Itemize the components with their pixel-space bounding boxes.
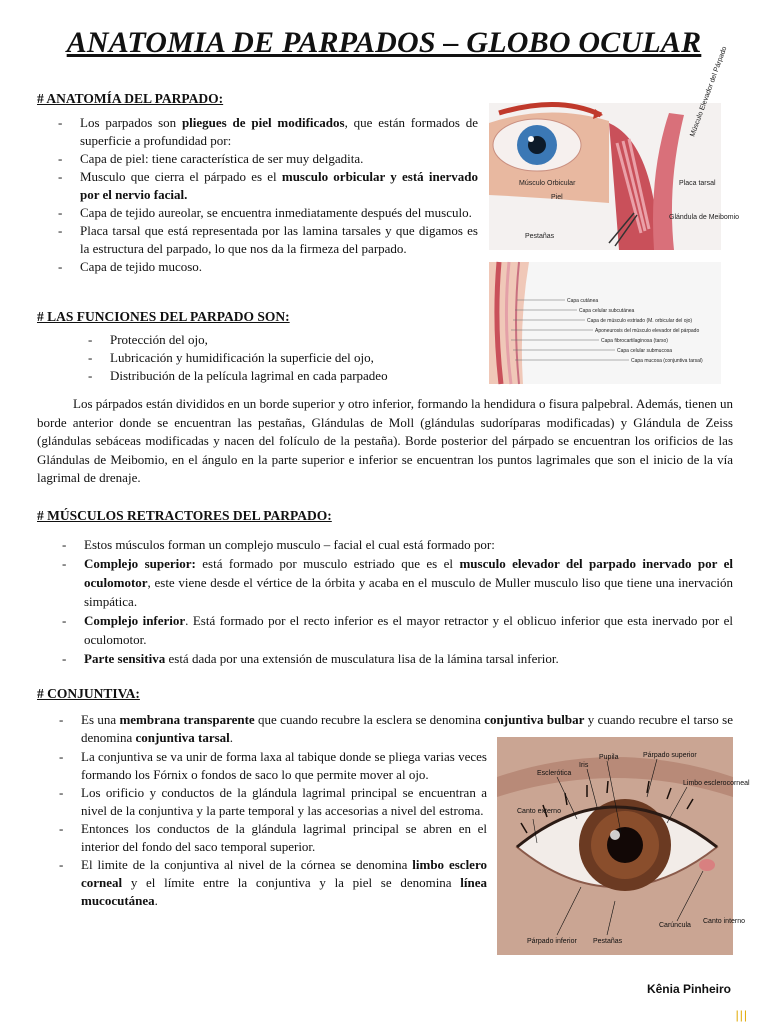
eyelid-layers-figure — [489, 262, 721, 384]
list-item: - Capa de tejido mucoso. — [56, 258, 478, 276]
label-capa-mucosa: Capa mucosa (conjuntiva tarsal) — [631, 358, 703, 364]
list-item: - Estos músculos forman un complejo musculo – facial el cual está formado por: — [60, 535, 733, 554]
label-pupila: Pupila — [599, 754, 619, 761]
list-item: - Complejo superior: está formado por musculo estriado que es el musculo elevador del parpado inervado por el oculomotor, este viene desde el vértice de la órbita y acaba en el musculo de Muller musculo liso que tiene una inervación simpática. — [60, 554, 733, 611]
label-musculo-elevador: Músculo Elevador del Párpado — [689, 45, 729, 138]
label-esclerotica: Esclerótica — [537, 770, 572, 777]
section-heading-anatomia: # ANATOMÍA DEL PARPADO: — [37, 91, 224, 106]
label-parpado-superior: Párpado superior — [643, 752, 697, 759]
list-item: - La conjuntiva se va unir de forma laxa al tabique donde se pliega varias veces formando los Fórnix o fondos de saco lo que permite mover al ojo. — [57, 748, 487, 784]
label-musculo-orbicular: Músculo Orbicular — [519, 180, 576, 187]
list-item: - Parte sensitiva está dada por una extensión de musculatura lisa de la lámina tarsal inferior. — [60, 649, 733, 668]
label-capa-subcutanea: Capa celular subcutánea — [579, 308, 635, 314]
label-parpado-inferior: Párpado inferior — [527, 938, 577, 945]
label-capa-cutanea: Capa cutánea — [567, 298, 599, 304]
list-item: - Es una membrana transparente que cuando recubre la esclera se denomina conjuntiva bulbar y cuando recubre el tarso se denomina conjuntiva tarsal. — [57, 711, 733, 747]
list-item: - Capa de piel: tiene característica de ser muy delgadita. — [56, 150, 478, 168]
label-capa-fibro: Capa fibrocartilaginosa (tarso) — [601, 338, 668, 344]
conjuntiva-list — [57, 748, 487, 910]
list-item: - Distribución de la película lagrimal en cada parpadeo — [86, 367, 478, 385]
body-paragraph: Los párpados están divididos en un borde superior y otro inferior, formando la hendidura o fisura palpebral. Además, tienen un borde anterior donde se encuentran las pestañas, Glándulas de Moll (glándulas sudoríparas modificadas) y Glándula de Zeiss (glándulas sebáceas modificadas y nacen del folículo de la pestaña). Borde posterior del párpado se encuentran los orificios de las Glándulas de Meibomio, en el ángulo en la parte superior e inferior se encuentran los puntos lagrimales que son el inicio de la vía lagrimal de drenaje. — [37, 396, 733, 485]
label-canto-interno: Canto interno — [703, 918, 746, 925]
list-item: - Capa de tejido aureolar, se encuentra inmediatamente después del musculo. — [56, 204, 478, 222]
anatomia-list — [56, 114, 478, 276]
section-heading-musculos: # MÚSCULOS RETRACTORES DEL PARPADO: — [37, 508, 332, 523]
section-heading-funciones: # LAS FUNCIONES DEL PARPADO SON: — [37, 309, 290, 324]
label-pestanas: Pestañas — [525, 233, 555, 240]
list-item: - Placa tarsal que está representada por las lamina tarsales y que digamos es la estructura del parpado, lo que nos da la firmeza del parpado. — [56, 222, 478, 258]
label-pestanas-foto: Pestañas — [593, 938, 623, 945]
label-capa-submucosa: Capa celular submucosa — [617, 348, 673, 354]
section-heading-conjuntiva: # CONJUNTIVA: — [37, 686, 140, 701]
list-item: - Protección del ojo, — [86, 331, 478, 349]
musculos-list — [60, 535, 733, 668]
list-item: - El limite de la conjuntiva al nivel de la córnea se denomina limbo esclero corneal y el límite entre la conjuntiva y la piel se denomina línea mucocutánea. — [57, 856, 487, 910]
funciones-list — [86, 331, 478, 385]
label-limbo: Limbo esclerocorneal — [683, 780, 750, 787]
label-caruncula: Carúncula — [659, 922, 691, 929]
list-item: - Complejo inferior. Está formado por el recto inferior es el mayor retractor y el oblicuo inferior que esta inervado por el oculomotor. — [60, 611, 733, 649]
list-item: - Musculo que cierra el párpado es el musculo orbicular y está inervado por el nervio facial. — [56, 168, 478, 204]
list-item: - Lubricación y humidificación la superficie del ojo, — [86, 349, 478, 367]
eyelid-section-figure — [489, 45, 740, 250]
list-item: - Entonces los conductos de la glándula lagrimal principal se abren en el interior del fondo del saco temporal superior. — [57, 820, 487, 856]
label-glandula-meibomio: Glándula de Meibomio — [669, 214, 740, 221]
label-canto-externo: Canto externo — [517, 808, 561, 815]
page-title: ANATOMIA DE PARPADOS – GLOBO OCULAR — [66, 26, 702, 59]
label-capa-musculo: Capa de músculo estriado (M. orbicular del ojo) — [587, 318, 693, 324]
author-name: Kênia Pinheiro — [646, 982, 731, 996]
list-item: - Los parpados son pliegues de piel modificados, que están formados de superficie a profundidad por: — [56, 114, 478, 150]
list-item: - Los orificio y conductos de la glándula lagrimal principal se encuentran a nivel de la conjuntiva y la parte temporal y las accesorias a nivel del estroma. — [57, 784, 487, 820]
svg-text:Piel: Piel — [551, 194, 563, 201]
label-aponeurosis: Aponeurosis del músculo elevador del párpado — [595, 328, 700, 334]
page-mark: ||| — [735, 1008, 748, 1022]
eye-photo-figure — [497, 737, 750, 955]
label-iris: Iris — [579, 762, 589, 769]
label-placa-tarsal: Placa tarsal — [679, 180, 716, 187]
